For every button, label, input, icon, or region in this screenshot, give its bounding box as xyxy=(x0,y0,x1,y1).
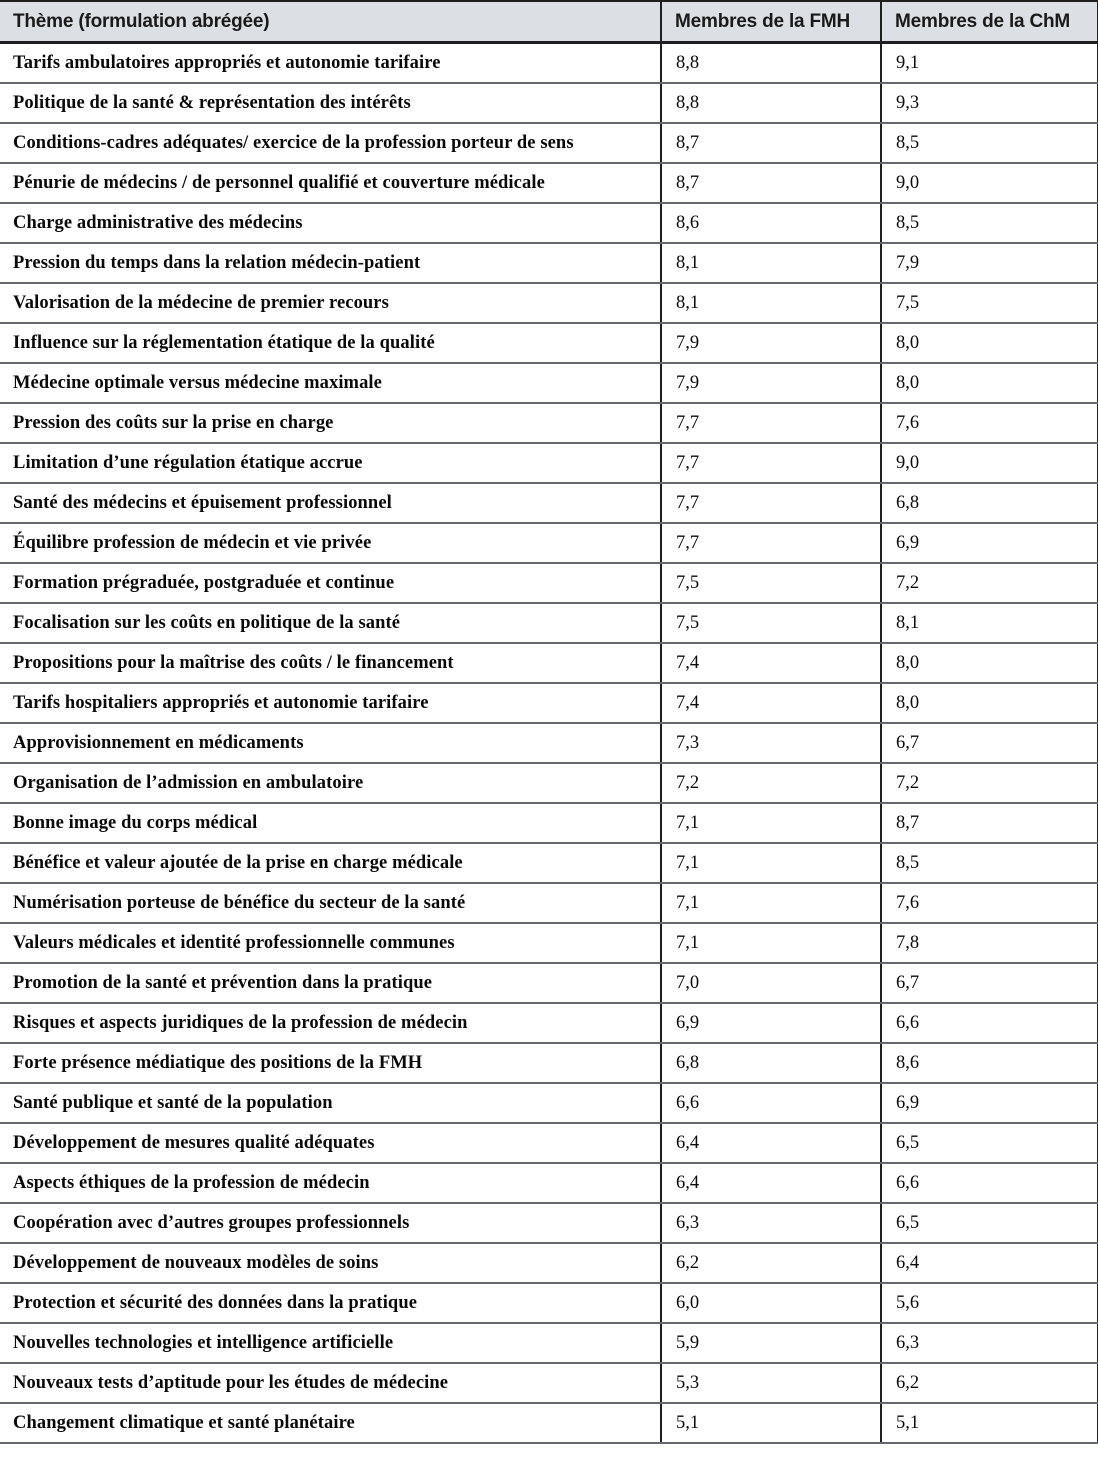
table-row xyxy=(0,603,1098,643)
theme-cell: Tarifs ambulatoires appropriés et autonomie tarifaire xyxy=(0,43,661,84)
theme-cell: Tarifs hospitaliers appropriés et autonomie tarifaire xyxy=(0,683,661,723)
chm-score-cell: 6,5 xyxy=(881,1203,1098,1243)
fmh-score-cell: 7,1 xyxy=(661,883,881,923)
fmh-score-cell: 7,1 xyxy=(661,803,881,843)
theme-cell: Forte présence médiatique des positions de la FMH xyxy=(0,1043,661,1083)
chm-score-cell: 6,9 xyxy=(881,523,1098,563)
table-row xyxy=(0,643,1098,683)
fmh-score-cell: 6,4 xyxy=(661,1163,881,1203)
chm-score-cell: 7,5 xyxy=(881,283,1098,323)
table-row xyxy=(0,203,1098,243)
table-row xyxy=(0,1403,1098,1443)
table-row xyxy=(0,763,1098,803)
theme-cell: Équilibre profession de médecin et vie privée xyxy=(0,523,661,563)
fmh-score-cell: 7,7 xyxy=(661,483,881,523)
fmh-score-cell: 7,4 xyxy=(661,683,881,723)
fmh-score-cell: 7,7 xyxy=(661,443,881,483)
table-row xyxy=(0,363,1098,403)
theme-cell: Politique de la santé & représentation des intérêts xyxy=(0,83,661,123)
theme-cell: Santé publique et santé de la population xyxy=(0,1083,661,1123)
chm-score-cell: 5,6 xyxy=(881,1283,1098,1323)
table-row xyxy=(0,403,1098,443)
chm-score-cell: 6,6 xyxy=(881,1163,1098,1203)
fmh-score-cell: 8,1 xyxy=(661,243,881,283)
fmh-score-cell: 5,3 xyxy=(661,1363,881,1403)
table-row xyxy=(0,1363,1098,1403)
table-row xyxy=(0,803,1098,843)
table-row xyxy=(0,1003,1098,1043)
table-row xyxy=(0,43,1098,84)
theme-cell: Santé des médecins et épuisement professionnel xyxy=(0,483,661,523)
chm-score-cell: 6,3 xyxy=(881,1323,1098,1363)
fmh-score-cell: 7,9 xyxy=(661,363,881,403)
table-row xyxy=(0,683,1098,723)
chm-score-cell: 9,0 xyxy=(881,163,1098,203)
chm-score-cell: 5,1 xyxy=(881,1403,1098,1443)
theme-cell: Influence sur la réglementation étatique de la qualité xyxy=(0,323,661,363)
table-row xyxy=(0,883,1098,923)
chm-score-cell: 6,5 xyxy=(881,1123,1098,1163)
table-body xyxy=(0,43,1098,1444)
chm-score-cell: 7,2 xyxy=(881,763,1098,803)
fmh-score-cell: 6,0 xyxy=(661,1283,881,1323)
fmh-score-cell: 8,8 xyxy=(661,83,881,123)
chm-score-cell: 9,1 xyxy=(881,43,1098,84)
table-row xyxy=(0,563,1098,603)
chm-score-cell: 8,7 xyxy=(881,803,1098,843)
fmh-score-cell: 7,1 xyxy=(661,923,881,963)
chm-score-cell: 9,0 xyxy=(881,443,1098,483)
table-row xyxy=(0,163,1098,203)
chm-score-cell: 7,6 xyxy=(881,883,1098,923)
chm-score-cell: 8,0 xyxy=(881,363,1098,403)
theme-cell: Développement de mesures qualité adéquates xyxy=(0,1123,661,1163)
chm-score-cell: 6,4 xyxy=(881,1243,1098,1283)
table-row xyxy=(0,483,1098,523)
fmh-score-cell: 6,3 xyxy=(661,1203,881,1243)
chm-score-cell: 7,9 xyxy=(881,243,1098,283)
table-header-row xyxy=(0,1,1098,43)
chm-score-cell: 6,9 xyxy=(881,1083,1098,1123)
chm-score-cell: 8,0 xyxy=(881,323,1098,363)
theme-cell: Approvisionnement en médicaments xyxy=(0,723,661,763)
theme-cell: Valorisation de la médecine de premier recours xyxy=(0,283,661,323)
column-header-fmh-members: Membres de la FMH xyxy=(661,1,881,43)
fmh-score-cell: 6,2 xyxy=(661,1243,881,1283)
theme-cell: Organisation de l’admission en ambulatoire xyxy=(0,763,661,803)
fmh-score-cell: 7,7 xyxy=(661,523,881,563)
theme-cell: Coopération avec d’autres groupes professionnels xyxy=(0,1203,661,1243)
table-row xyxy=(0,1243,1098,1283)
column-header-chm-members: Membres de la ChM xyxy=(881,1,1098,43)
table-row xyxy=(0,923,1098,963)
chm-score-cell: 8,5 xyxy=(881,203,1098,243)
table-row xyxy=(0,1163,1098,1203)
theme-cell: Pression du temps dans la relation médecin-patient xyxy=(0,243,661,283)
theme-cell: Charge administrative des médecins xyxy=(0,203,661,243)
fmh-score-cell: 8,1 xyxy=(661,283,881,323)
table-row xyxy=(0,843,1098,883)
fmh-score-cell: 7,5 xyxy=(661,563,881,603)
fmh-score-cell: 8,7 xyxy=(661,163,881,203)
theme-cell: Promotion de la santé et prévention dans la pratique xyxy=(0,963,661,1003)
theme-cell: Numérisation porteuse de bénéfice du secteur de la santé xyxy=(0,883,661,923)
table-row xyxy=(0,243,1098,283)
fmh-score-cell: 7,0 xyxy=(661,963,881,1003)
chm-score-cell: 8,5 xyxy=(881,123,1098,163)
table-row xyxy=(0,523,1098,563)
fmh-score-cell: 7,2 xyxy=(661,763,881,803)
chm-score-cell: 7,6 xyxy=(881,403,1098,443)
chm-score-cell: 7,2 xyxy=(881,563,1098,603)
theme-cell: Aspects éthiques de la profession de médecin xyxy=(0,1163,661,1203)
fmh-score-cell: 6,9 xyxy=(661,1003,881,1043)
chm-score-cell: 8,1 xyxy=(881,603,1098,643)
table-row xyxy=(0,1283,1098,1323)
fmh-score-cell: 7,9 xyxy=(661,323,881,363)
theme-cell: Risques et aspects juridiques de la profession de médecin xyxy=(0,1003,661,1043)
theme-cell: Développement de nouveaux modèles de soins xyxy=(0,1243,661,1283)
chm-score-cell: 6,7 xyxy=(881,963,1098,1003)
table-row xyxy=(0,443,1098,483)
theme-cell: Bonne image du corps médical xyxy=(0,803,661,843)
theme-cell: Limitation d’une régulation étatique accrue xyxy=(0,443,661,483)
table-row xyxy=(0,1323,1098,1363)
chm-score-cell: 6,8 xyxy=(881,483,1098,523)
table-row xyxy=(0,283,1098,323)
theme-cell: Médecine optimale versus médecine maximale xyxy=(0,363,661,403)
chm-score-cell: 7,8 xyxy=(881,923,1098,963)
table-row xyxy=(0,1043,1098,1083)
theme-cell: Formation prégraduée, postgraduée et continue xyxy=(0,563,661,603)
table-row xyxy=(0,1203,1098,1243)
chm-score-cell: 9,3 xyxy=(881,83,1098,123)
theme-cell: Bénéfice et valeur ajoutée de la prise en charge médicale xyxy=(0,843,661,883)
theme-cell: Focalisation sur les coûts en politique de la santé xyxy=(0,603,661,643)
fmh-score-cell: 6,4 xyxy=(661,1123,881,1163)
table-row xyxy=(0,963,1098,1003)
theme-cell: Protection et sécurité des données dans la pratique xyxy=(0,1283,661,1323)
theme-cell: Propositions pour la maîtrise des coûts / le financement xyxy=(0,643,661,683)
fmh-score-cell: 8,7 xyxy=(661,123,881,163)
chm-score-cell: 8,0 xyxy=(881,643,1098,683)
table-row xyxy=(0,323,1098,363)
fmh-score-cell: 8,6 xyxy=(661,203,881,243)
column-header-theme: Thème (formulation abrégée) xyxy=(0,1,661,43)
table-row xyxy=(0,1083,1098,1123)
theme-cell: Nouveaux tests d’aptitude pour les études de médecine xyxy=(0,1363,661,1403)
theme-cell: Nouvelles technologies et intelligence artificielle xyxy=(0,1323,661,1363)
table-row xyxy=(0,83,1098,123)
fmh-score-cell: 7,1 xyxy=(661,843,881,883)
chm-score-cell: 6,7 xyxy=(881,723,1098,763)
fmh-score-cell: 7,3 xyxy=(661,723,881,763)
fmh-score-cell: 7,4 xyxy=(661,643,881,683)
theme-cell: Changement climatique et santé planétaire xyxy=(0,1403,661,1443)
chm-score-cell: 8,6 xyxy=(881,1043,1098,1083)
fmh-score-cell: 5,9 xyxy=(661,1323,881,1363)
fmh-score-cell: 6,6 xyxy=(661,1083,881,1123)
theme-cell: Pénurie de médecins / de personnel qualifié et couverture médicale xyxy=(0,163,661,203)
chm-score-cell: 6,6 xyxy=(881,1003,1098,1043)
theme-cell: Pression des coûts sur la prise en charge xyxy=(0,403,661,443)
fmh-score-cell: 5,1 xyxy=(661,1403,881,1443)
theme-cell: Valeurs médicales et identité professionnelle communes xyxy=(0,923,661,963)
fmh-score-cell: 7,5 xyxy=(661,603,881,643)
table-row xyxy=(0,123,1098,163)
theme-cell: Conditions-cadres adéquates/ exercice de la profession porteur de sens xyxy=(0,123,661,163)
fmh-score-cell: 8,8 xyxy=(661,43,881,84)
chm-score-cell: 8,5 xyxy=(881,843,1098,883)
fmh-score-cell: 7,7 xyxy=(661,403,881,443)
table-row xyxy=(0,723,1098,763)
chm-score-cell: 6,2 xyxy=(881,1363,1098,1403)
chm-score-cell: 8,0 xyxy=(881,683,1098,723)
table-row xyxy=(0,1123,1098,1163)
fmh-score-cell: 6,8 xyxy=(661,1043,881,1083)
